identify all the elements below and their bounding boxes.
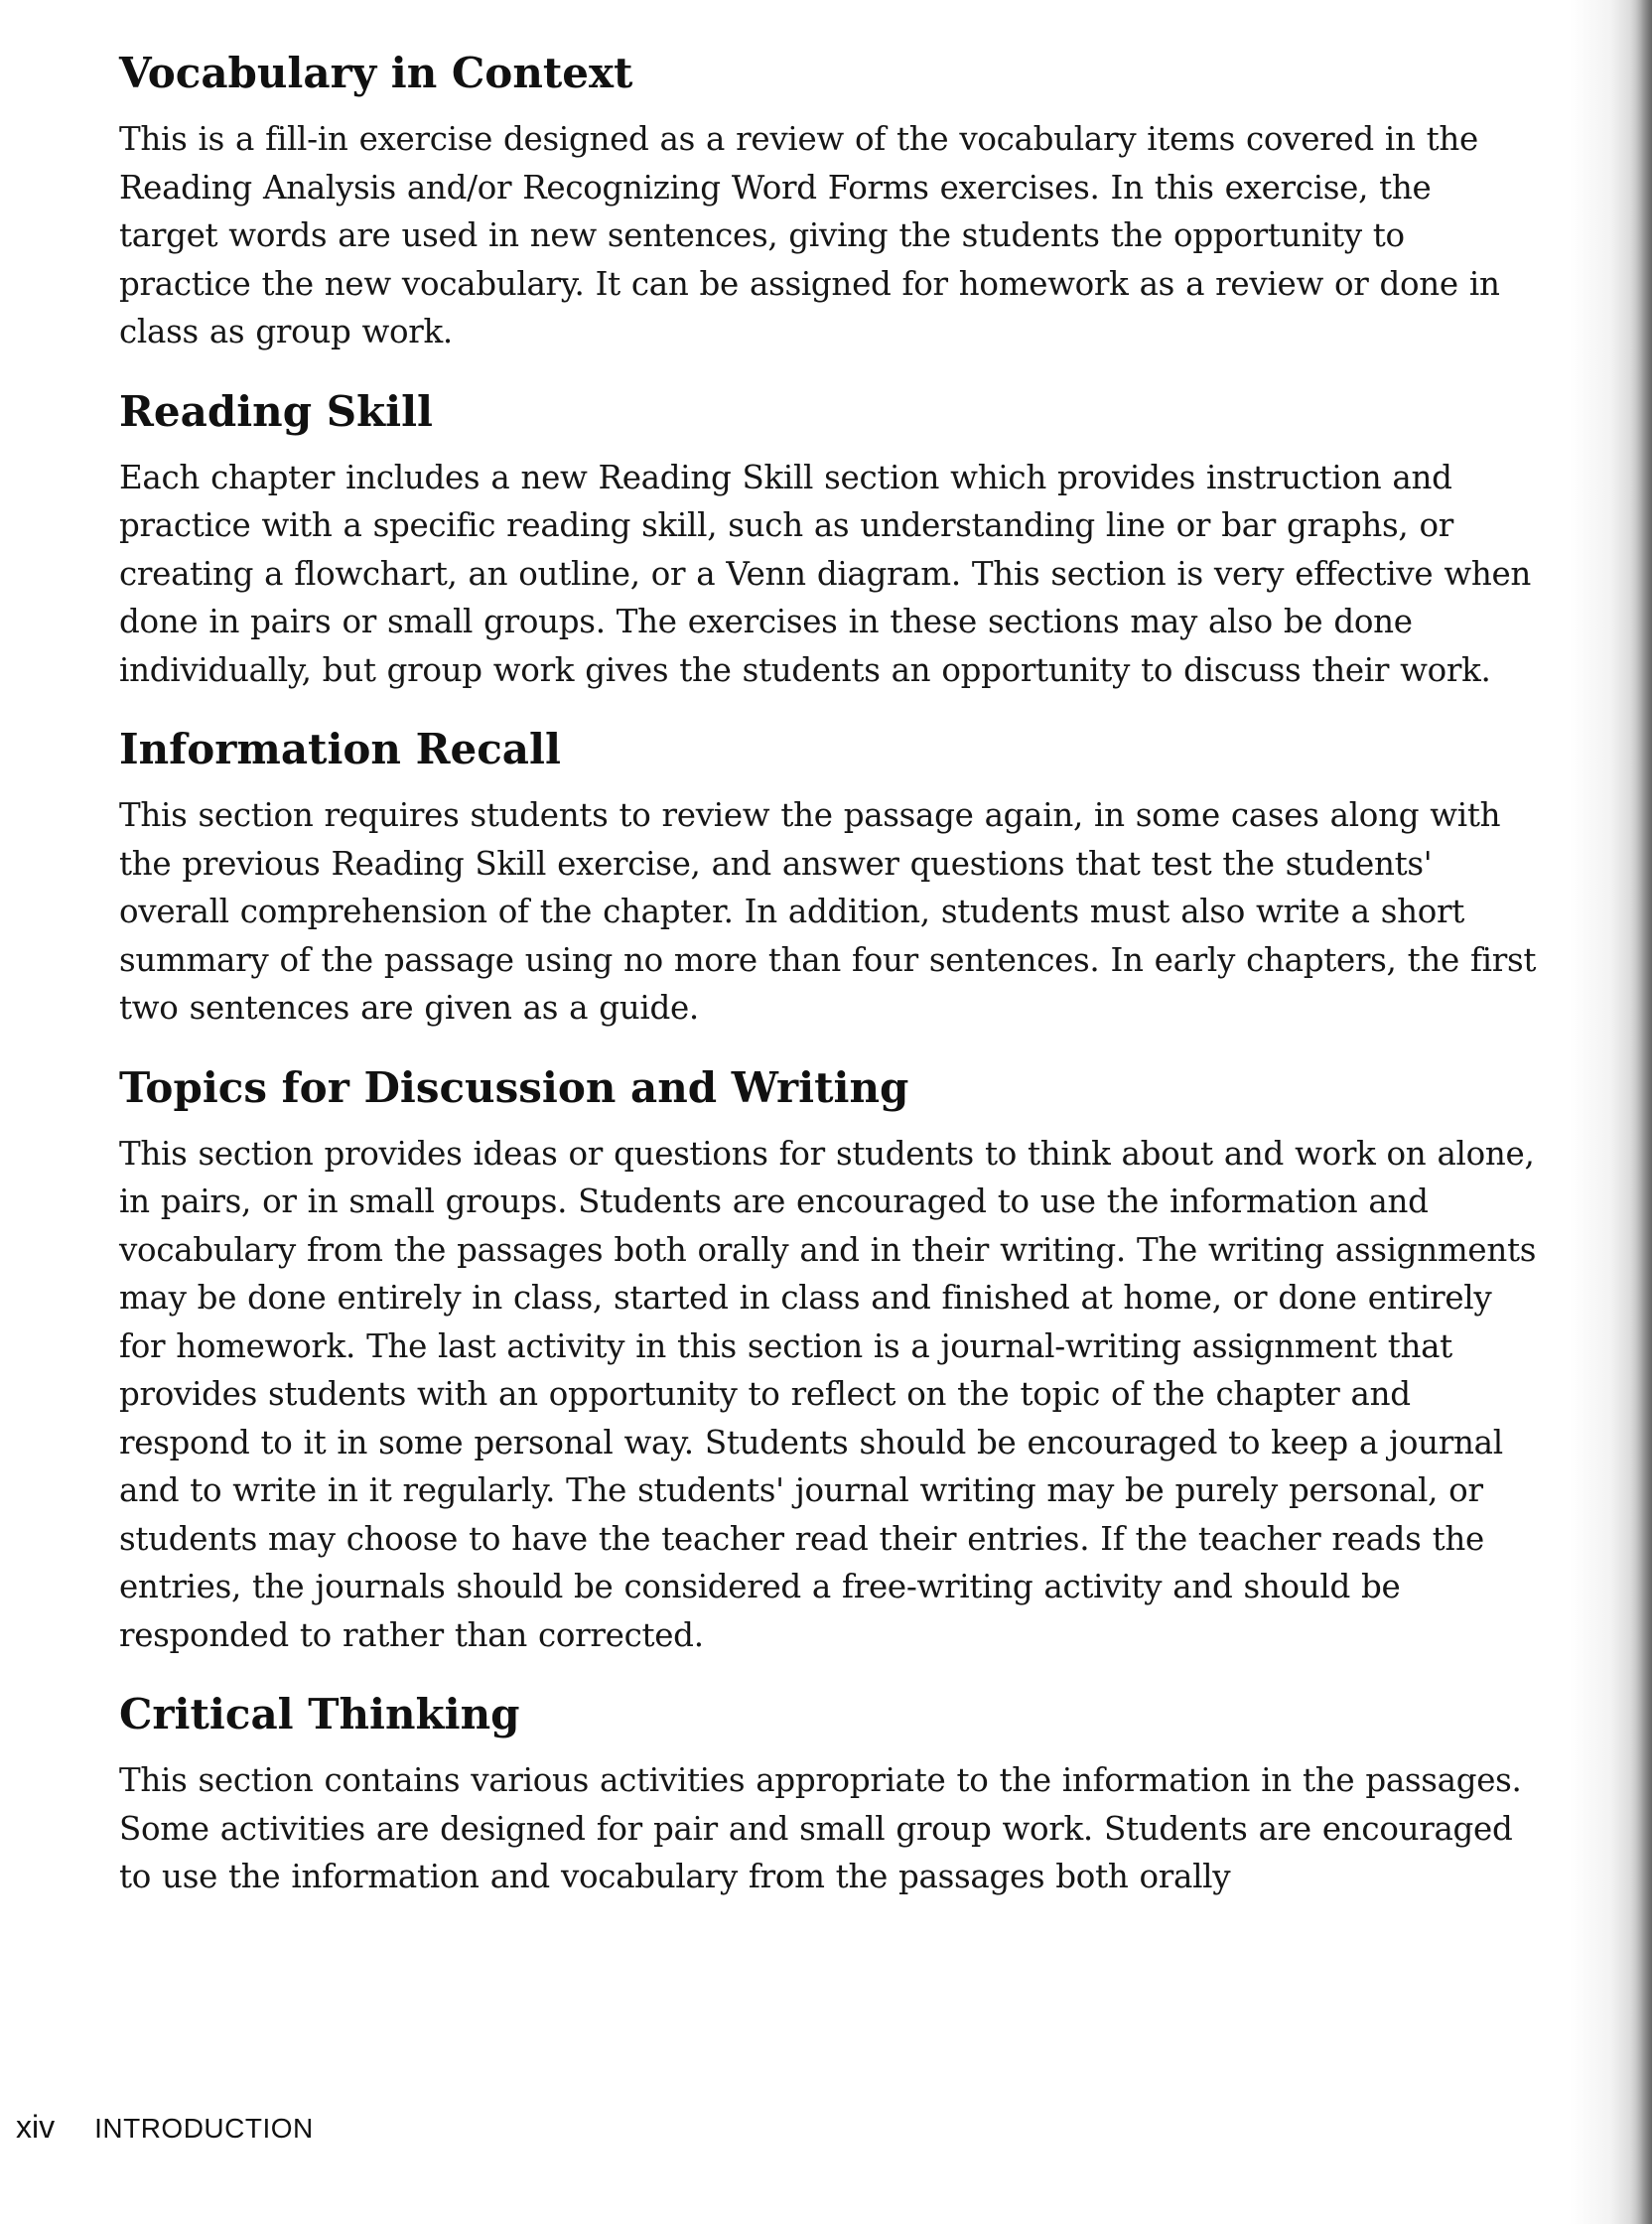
section-body: This section requires students to review the passage again, in some cases along with the previous Reading Skill exercise, and answer questions that test the students' overall comprehension of the chapter. In addition, students must also write a short summary of the passage using no more than four sentences. In early chapters, the first two sentences are given as a guide. [119, 796, 1537, 1027]
section-information-recall [119, 722, 1539, 1033]
running-head: INTRODUCTION [94, 2113, 314, 2144]
page-edge-shadow [1630, 0, 1652, 2224]
section-heading: Reading Skill [119, 386, 433, 436]
page-footer [16, 2109, 314, 2146]
section-vocabulary-in-context [119, 46, 1539, 356]
section-heading: Vocabulary in Context [119, 49, 633, 97]
section-body: Each chapter includes a new Reading Skill section which provides instruction and practice with a specific reading skill, such as understanding line or bar graphs, or creating a flowchart, an outline, or a Venn diagram. This section is very effective when done in pairs or small groups. The exercises in these sections may also be done individually, but group work gives the students an opportunity to discuss their work. [119, 458, 1532, 689]
section-heading: Information Recall [119, 725, 561, 773]
section-heading: Topics for Discussion and Writing [119, 1062, 909, 1112]
section-body: This is a fill-in exercise designed as a review of the vocabulary items covered in the Reading Analysis and/or Recognizing Word Forms exercises. In this exercise, the target words are used in new sentences, giving the students the opportunity to practice the new vocabulary. It can be assigned for homework as a review or done in class as group work. [119, 120, 1500, 350]
section-body: This section provides ideas or questions for students to think about and work on alone, in pairs, or in small groups. Students are encouraged to use the information and vocabulary from the passages both orally and in their writing. The writing assignments may be done entirely in class, started in class and finished at home, or done entirely for homework. The last activity in this section is a journal-writing assignment that provides students with an opportunity to reflect on the topic of the chapter and respond to it in some personal way. Students should be encouraged to keep a journal and to write in it regularly. The students' journal writing may be purely personal, or students may choose to have the teacher read their entries. If the teacher reads the entries, the journals should be considered a free-writing activity and should be responded to rather than corrected. [119, 1134, 1537, 1654]
section-heading: Critical Thinking [119, 1690, 520, 1738]
page-number: xiv [16, 2109, 56, 2145]
section-body: This section contains various activities appropriate to the information in the passages. Some activities are designed for pair and small group work. Students are encouraged to use the information and vocabulary from the passages both orally [119, 1761, 1522, 1895]
section-topics-for-discussion [119, 1060, 1539, 1660]
page-content [119, 46, 1539, 1929]
section-reading-skill [119, 384, 1539, 695]
section-critical-thinking [119, 1687, 1539, 1901]
